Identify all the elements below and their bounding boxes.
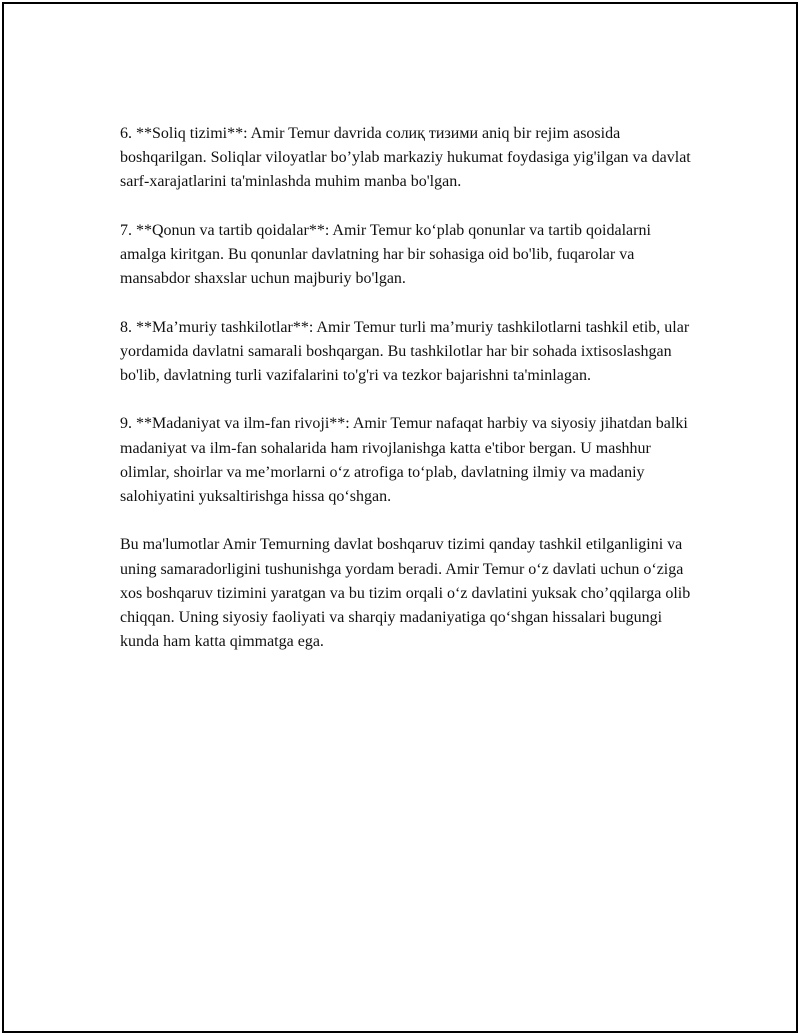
document-page [2, 2, 798, 1033]
paragraph-summary: Bu ma'lumotlar Amir Temurning davlat boshqaruv tizimi qanday tashkil etilganligini va uning samaradorligini tushunishga yordam beradi. Amir Temur o‘z davlati uchun o‘ziga xos boshqaruv tizimini yaratgan va bu tizim orqali o‘z davlatini yuksak cho’qqilarga olib chiqqan. Uning siyosiy faoliyati va sharqiy madaniyatiga qo‘shgan hissalari bugungi kunda ham katta qimmatga ega. [120, 536, 691, 651]
document-body [120, 122, 700, 679]
paragraph-qonun-tartib: 7. **Qonun va tartib qoidalar**: Amir Temur ko‘plab qonunlar va tartib qoidalarni amalga kiritgan. Bu qonunlar davlatning har bir sohasiga oid bo'lib, fuqarolar va mansabdor shaxslar uchun majburiy bo'lgan. [120, 221, 651, 288]
paragraph-madaniyat-ilm-fan: 9. **Madaniyat va ilm-fan rivoji**: Amir Temur nafaqat harbiy va siyosiy jihatdan balki madaniyat va ilm-fan sohalarida ham rivojlanishga katta e'tibor bergan. U mashhur olimlar, shoirlar va me’morlarni o‘z atrofiga to‘plab, davlatning ilmiy va madaniy salohiyatini yuksaltirishga hissa qo‘shgan. [120, 415, 688, 505]
paragraph-soliq-tizimi: 6. **Soliq tizimi**: Amir Temur davrida солиқ тизими aniq bir rejim asosida boshqarilgan. Soliqlar viloyatlar bo’ylab markaziy hukumat foydasiga yig'ilgan va davlat sarf-xarajatlarini ta'minlashda muhim manba bo'lgan. [120, 125, 691, 191]
paragraph-mamuriy-tashkilotlar: 8. **Ma’muriy tashkilotlar**: Amir Temur turli ma’muriy tashkilotlarni tashkil etib, ular yordamida davlatni samarali boshqargan. Bu tashkilotlar har bir sohada ixtisoslashgan bo'lib, davlatning turli vazifalarini to'g'ri va tezkor bajarishni ta'minlagan. [120, 318, 690, 384]
